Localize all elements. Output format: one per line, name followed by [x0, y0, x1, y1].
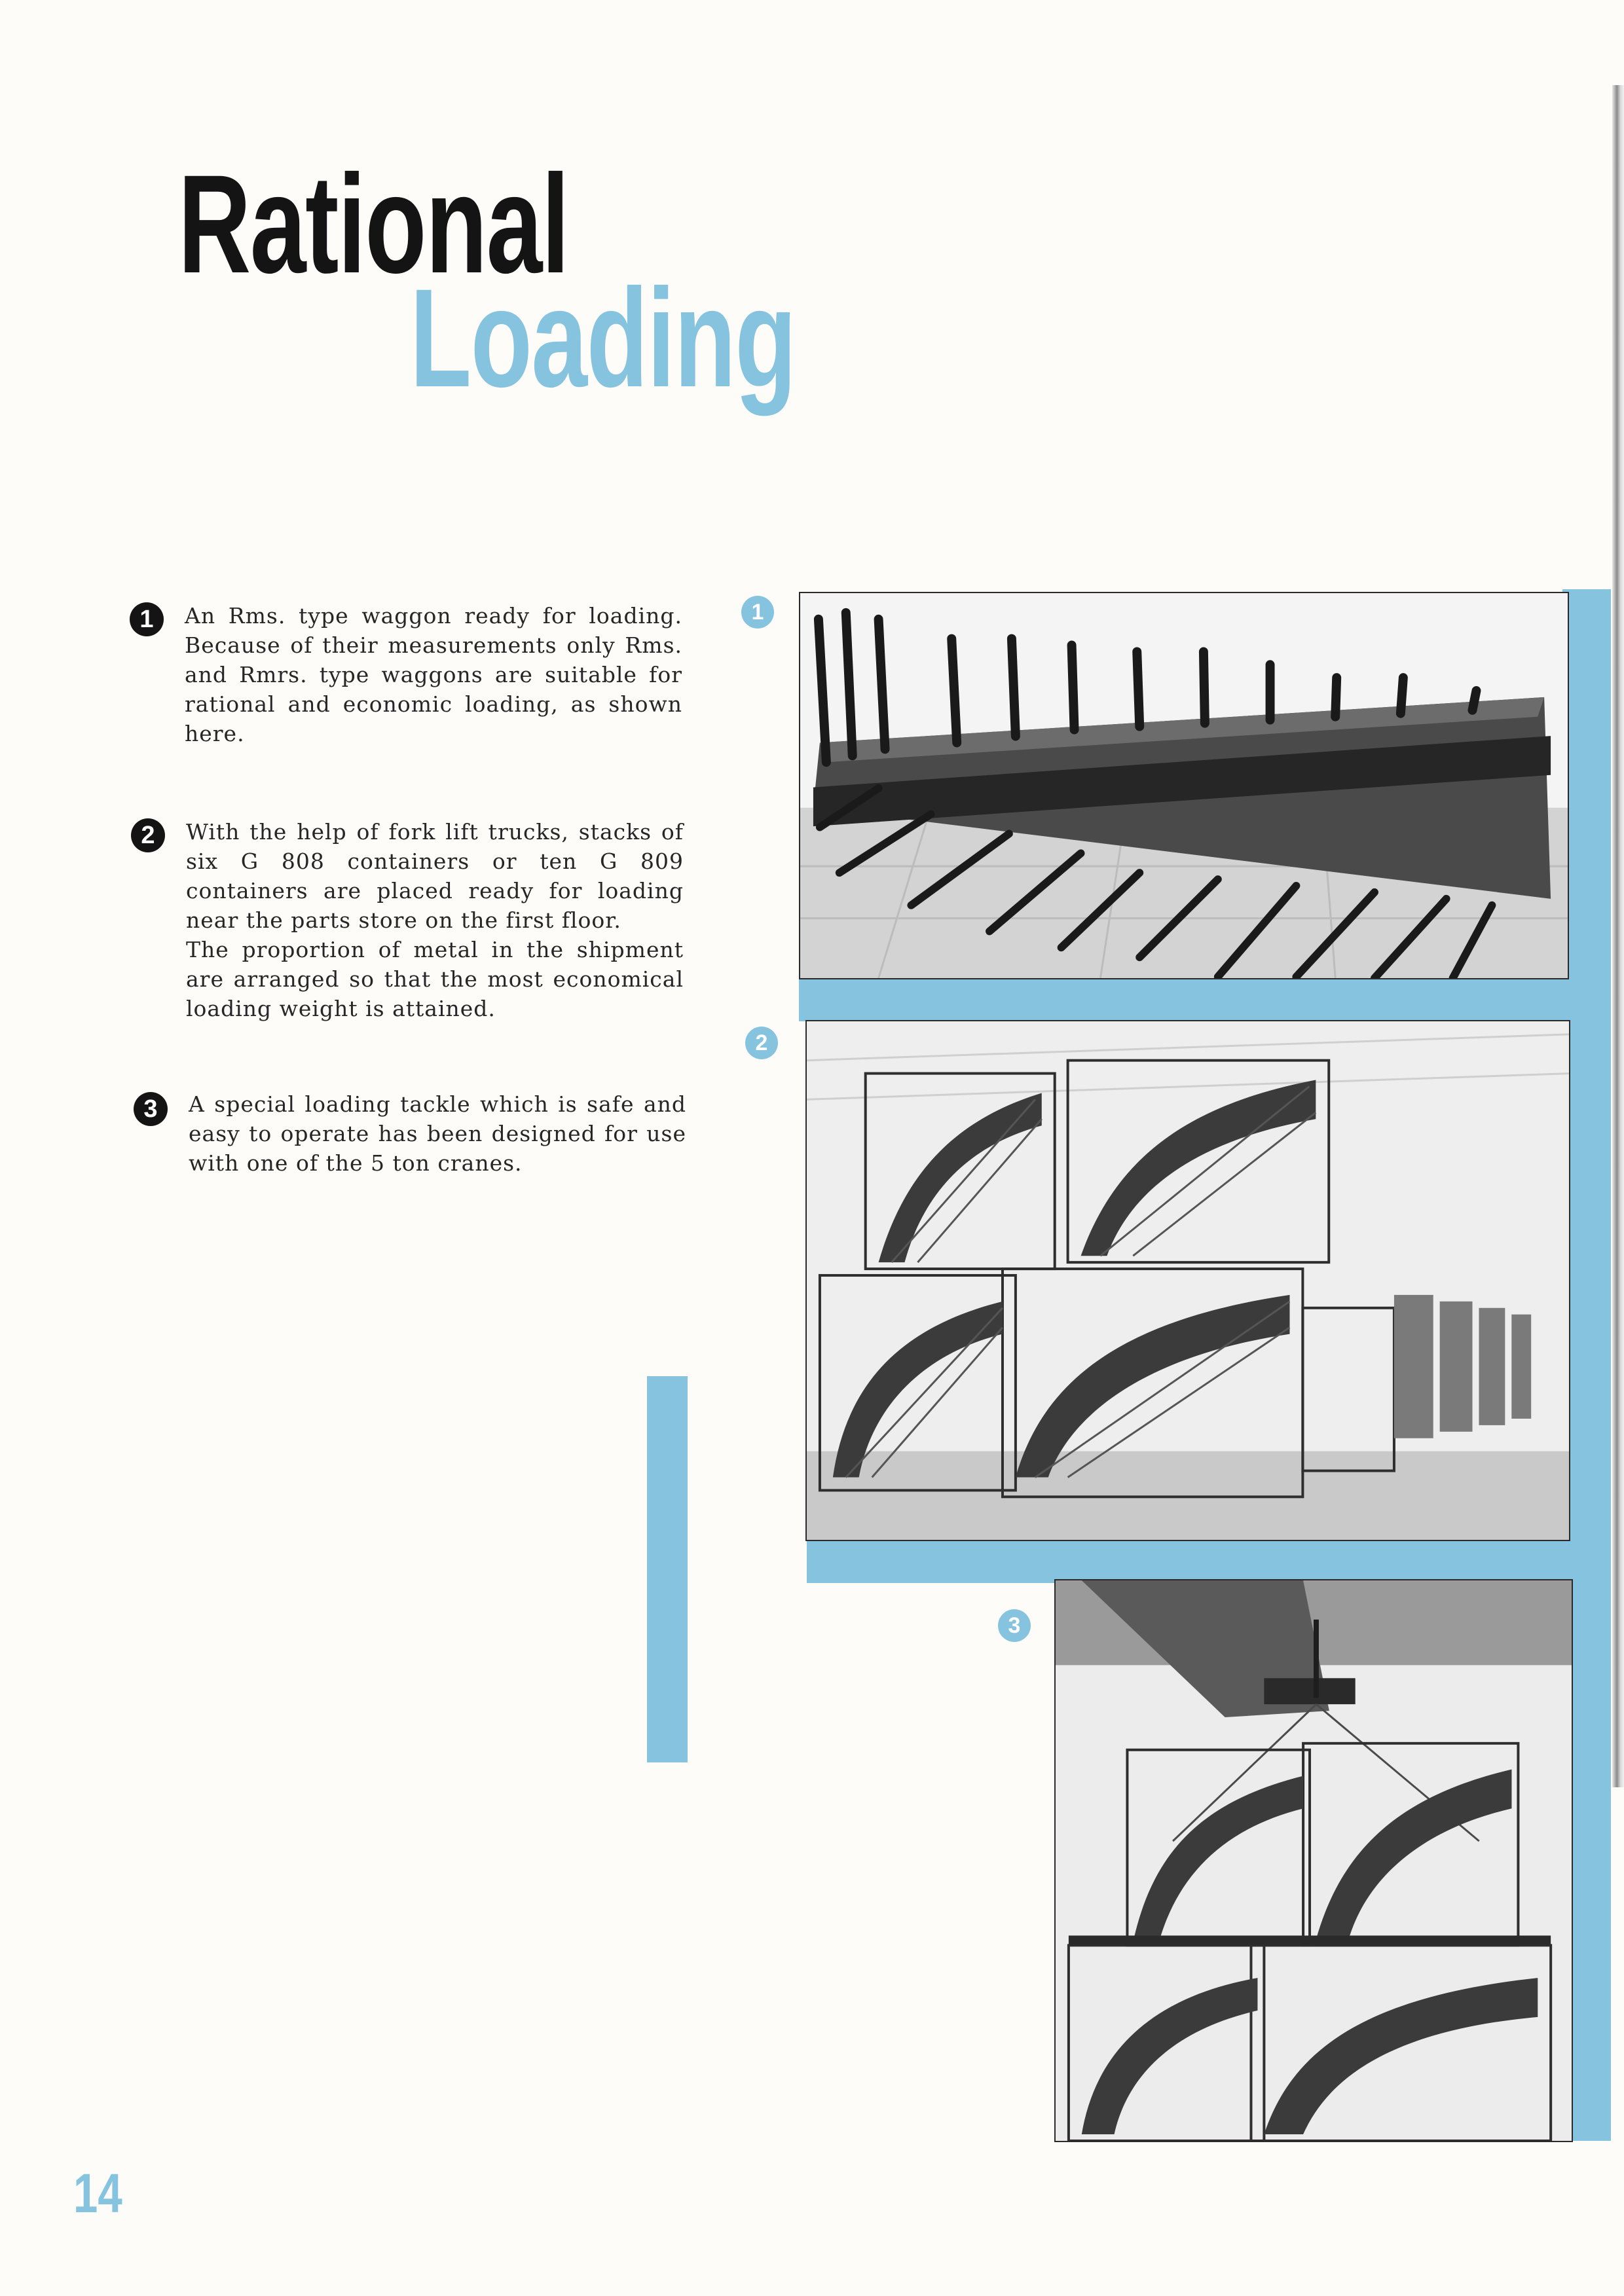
photo-1-waggon	[799, 592, 1569, 979]
photo-1-illustration	[800, 593, 1568, 978]
item-1-number-badge: 1	[130, 602, 164, 636]
item-2-number-badge: 2	[131, 818, 165, 852]
title-rational: Rational	[178, 146, 569, 302]
page-edge-strip	[1612, 85, 1624, 1787]
photo-2-badge: 2	[745, 1027, 778, 1059]
photo-frame-band-1	[799, 978, 1611, 1021]
photo-3-badge: 3	[998, 1609, 1031, 1642]
photo-2-illustration	[807, 1021, 1569, 1540]
photo-3-illustration	[1056, 1580, 1572, 2141]
item-2-text: With the help of fork lift trucks, stacks of six G 808 containers or ten G 809 containers are placed ready for loading near the parts store on the first floor. The proportion of metal in the shipment are arranged so that the most economical loading weight is attained.	[186, 819, 684, 1021]
photo-frame-band-2	[807, 1540, 1611, 1583]
photo-1-badge: 1	[741, 596, 774, 629]
item-3-number-badge: 3	[134, 1092, 168, 1126]
item-3-text: A special loading tackle which is safe and easy to operate has been designed for use with one of the 5 ton cranes.	[189, 1091, 686, 1176]
photo-3-crane-tackle	[1054, 1579, 1573, 2142]
decorative-blue-bar	[647, 1376, 688, 1762]
page-number: 14	[73, 2162, 122, 2224]
title-loading: Loading	[410, 260, 796, 416]
item-1-text: An Rms. type waggon ready for loading. Because of their measurements only Rms. and Rmrs. type waggons are suitable for rational and economic loading, as shown here.	[185, 603, 682, 746]
photo-2-containers	[805, 1020, 1570, 1541]
